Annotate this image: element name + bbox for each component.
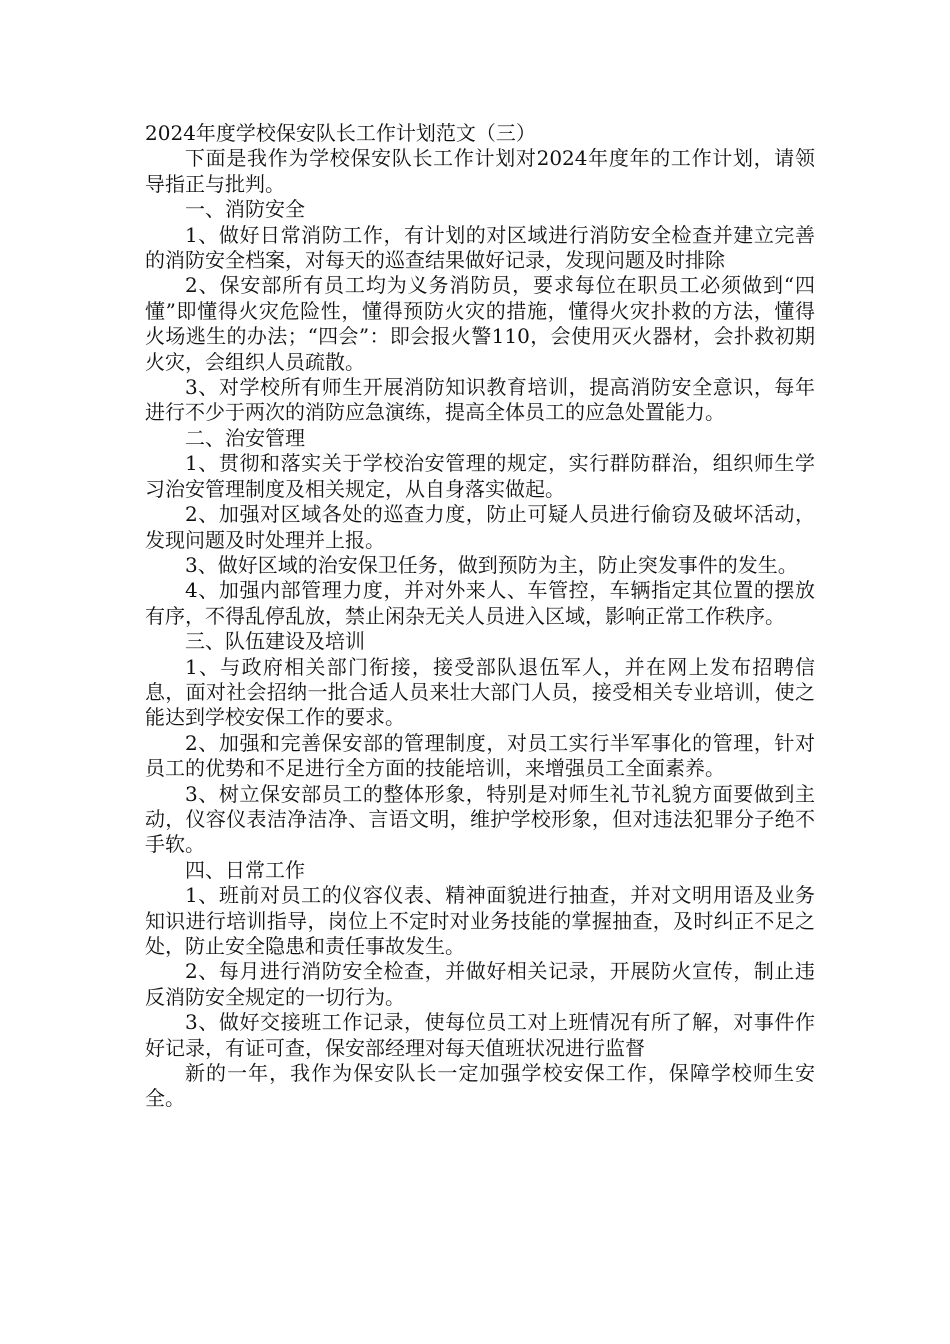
closing-paragraph: 新的一年，我作为保安队长一定加强学校安保工作，保障学校师生安全。 [145,1061,815,1111]
team-building-item-3: 3、树立保安部员工的整体形象，特别是对师生礼节礼貌方面要做到主动，仪容仪表洁净洁净、言语文明，维护学校形象，但对违法犯罪分子绝不手软。 [145,781,815,857]
public-security-item-2: 2、加强对区域各处的巡查力度，防止可疑人员进行偷窃及破坏活动，发现问题及时处理并上报。 [145,502,815,552]
intro-paragraph: 下面是我作为学校保安队长工作计划对2024年度年的工作计划，请领导指正与批判。 [145,146,815,196]
document-title: 2024年度学校保安队长工作计划范文（三） [145,121,536,145]
fire-safety-item-2: 2、保安部所有员工均为义务消防员，要求每位在职员工必须做到“四懂”即懂得火灾危险性，懂得预防火灾的措施，懂得火灾扑救的方法，懂得火场逃生的办法；“四会”：即会报火警110，会使用灭火器材，会扑救初期火灾，会组织人员疏散。 [145,273,815,374]
team-building-item-1: 1、与政府相关部门衔接，接受部队退伍军人，并在网上发布招聘信息，面对社会招纳一批合适人员来壮大部门人员，接受相关专业培训，使之能达到学校安保工作的要求。 [145,654,815,730]
public-security-item-3: 3、做好区域的治安保卫任务，做到预防为主，防止突发事件的发生。 [185,552,798,577]
fire-safety-item-1: 1、做好日常消防工作，有计划的对区域进行消防安全检查并建立完善的消防安全档案，对每天的巡查结果做好记录，发现问题及时排除 [145,222,815,273]
public-security-item-4: 4、加强内部管理力度，并对外来人、车管控，车辆指定其位置的摆放有序，不得乱停乱放，禁止闲杂无关人员进入区域，影响正常工作秩序。 [145,578,815,628]
section-heading-public-security: 二、治安管理 [185,425,305,450]
daily-work-item-2: 2、每月进行消防安全检查，并做好相关记录，开展防火宣传，制止违反消防安全规定的一切行为。 [145,959,815,1009]
document-page [145,121,815,1112]
fire-safety-item-3: 3、对学校所有师生开展消防知识教育培训，提高消防安全意识，每年进行不少于两次的消防应急演练，提高全体员工的应急处置能力。 [145,375,815,425]
daily-work-item-1: 1、班前对员工的仪容仪表、精神面貌进行抽查，并对文明用语及业务知识进行培训指导，岗位上不定时对业务技能的掌握抽查，及时纠正不足之处，防止安全隐患和责任事故发生。 [145,883,815,958]
section-heading-fire-safety: 一、消防安全 [185,197,305,222]
section-heading-team-building: 三、队伍建设及培训 [185,629,365,654]
team-building-item-2: 2、加强和完善保安部的管理制度，对员工实行半军事化的管理，针对员工的优势和不足进行全方面的技能培训，来增强员工全面素养。 [145,730,815,781]
section-heading-daily-work: 四、日常工作 [185,857,305,882]
daily-work-item-3: 3、做好交接班工作记录，使每位员工对上班情况有所了解，对事件作好记录，有证可查，保安部经理对每天值班状况进行监督 [145,1010,815,1060]
public-security-item-1: 1、贯彻和落实关于学校治安管理的规定，实行群防群治，组织师生学习治安管理制度及相关规定，从自身落实做起。 [145,451,815,501]
